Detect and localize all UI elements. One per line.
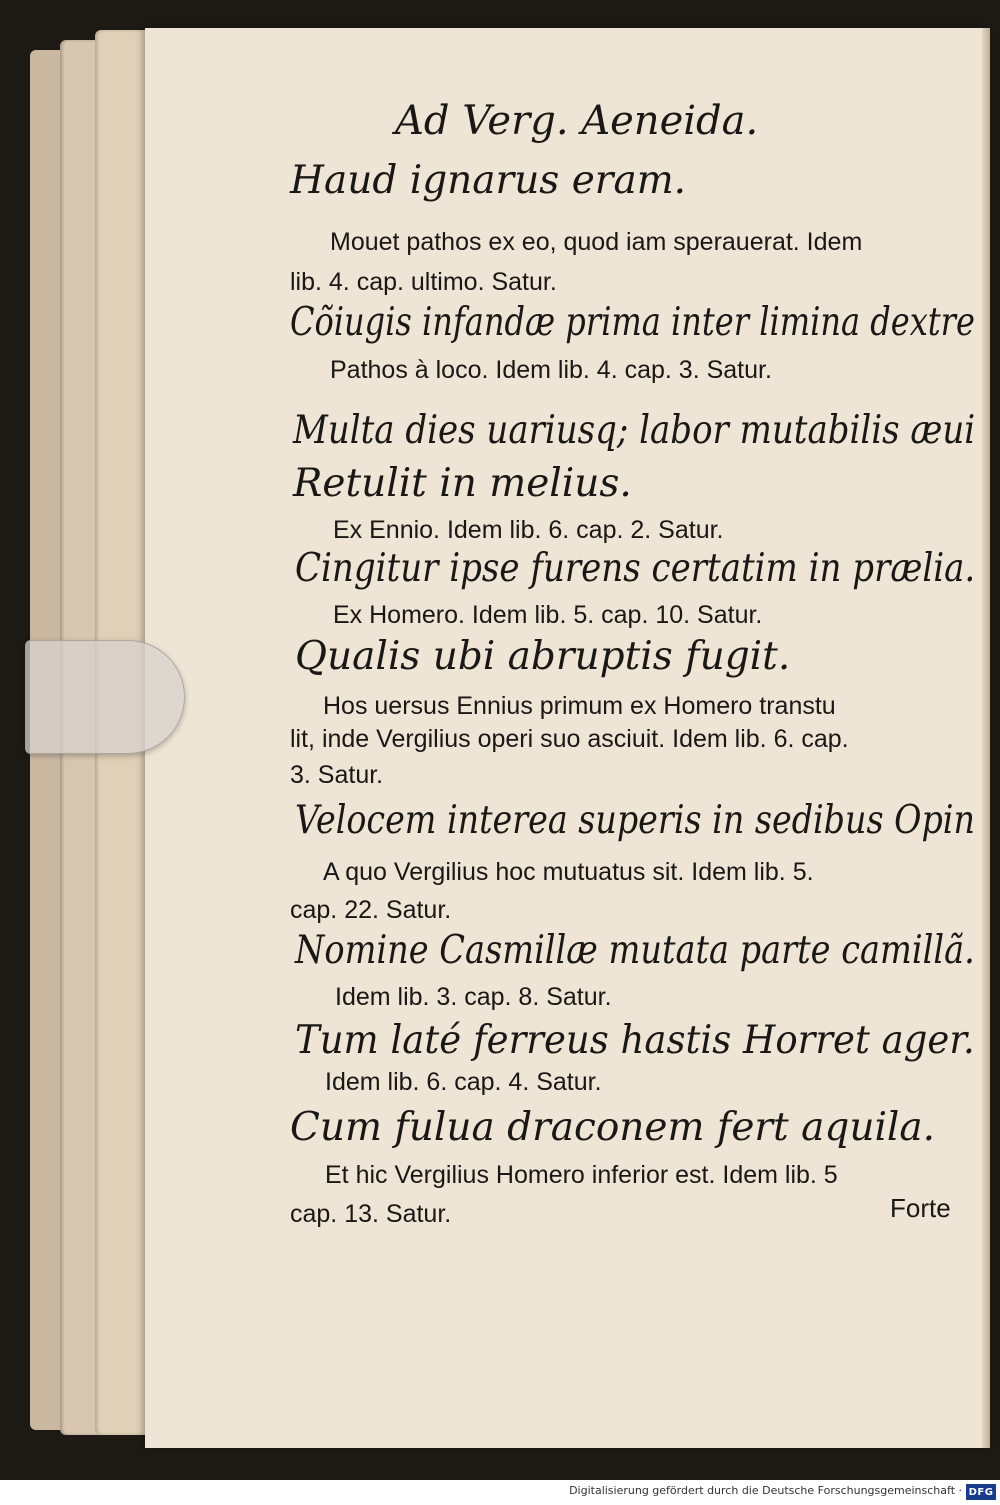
- note-line: cap. 22. Satur.: [290, 896, 452, 924]
- lemma-line: Qualis ubi abruptis fugit.: [295, 634, 791, 679]
- running-head: Ad Verg. Aeneida.: [395, 98, 759, 144]
- note-line: Idem lib. 6. cap. 4. Satur.: [325, 1068, 602, 1096]
- lemma-line: Cum fulua draconem fert aquila.: [290, 1105, 936, 1150]
- lemma-line: Multa dies uariusq; labor mutabilis æui: [293, 408, 976, 453]
- lemma-line: Cõiugis infandæ prima inter limina dextre: [290, 300, 975, 345]
- note-line: Et hic Vergilius Homero inferior est. Idem lib. 5: [325, 1161, 838, 1189]
- dfg-logo-icon: DFG: [966, 1484, 996, 1500]
- note-line: A quo Vergilius hoc mutuatus sit. Idem lib. 5.: [323, 858, 814, 886]
- note-line: cap. 13. Satur.: [290, 1200, 452, 1228]
- lemma-line: Haud ignarus eram.: [290, 158, 687, 203]
- page-text: [145, 28, 990, 1448]
- digitization-footer: [0, 1480, 1000, 1505]
- lemma-line: Cingitur ipse furens certatim in prælia.: [295, 546, 976, 591]
- lemma-line: Nomine Casmillæ mutata parte camillã.: [295, 928, 975, 973]
- note-line: Hos uersus Ennius primum ex Homero transtu: [323, 692, 836, 720]
- lemma-line: Tum laté ferreus hastis Horret ager.: [295, 1018, 975, 1063]
- lemma-line: Velocem interea superis in sedibus Opin: [295, 798, 975, 843]
- funding-credit: Digitalisierung gefördert durch die Deutsche Forschungsgemeinschaft ·: [569, 1484, 962, 1497]
- note-line: Ex Homero. Idem lib. 5. cap. 10. Satur.: [333, 601, 763, 629]
- catchword: Forte: [890, 1193, 951, 1223]
- plastic-page-clip: [25, 640, 185, 754]
- lemma-line: Retulit in melius.: [293, 461, 632, 506]
- note-line: lit, inde Vergilius operi suo asciuit. Idem lib. 6. cap.: [290, 725, 849, 753]
- note-line: Ex Ennio. Idem lib. 6. cap. 2. Satur.: [333, 516, 724, 544]
- note-line: Idem lib. 3. cap. 8. Satur.: [335, 983, 612, 1011]
- note-line: Pathos à loco. Idem lib. 4. cap. 3. Satur.: [330, 356, 772, 384]
- note-line: 3. Satur.: [290, 761, 384, 789]
- note-line: lib. 4. cap. ultimo. Satur.: [290, 268, 557, 296]
- note-line: Mouet pathos ex eo, quod iam sperauerat. Idem: [330, 228, 863, 256]
- book-page: [145, 28, 990, 1448]
